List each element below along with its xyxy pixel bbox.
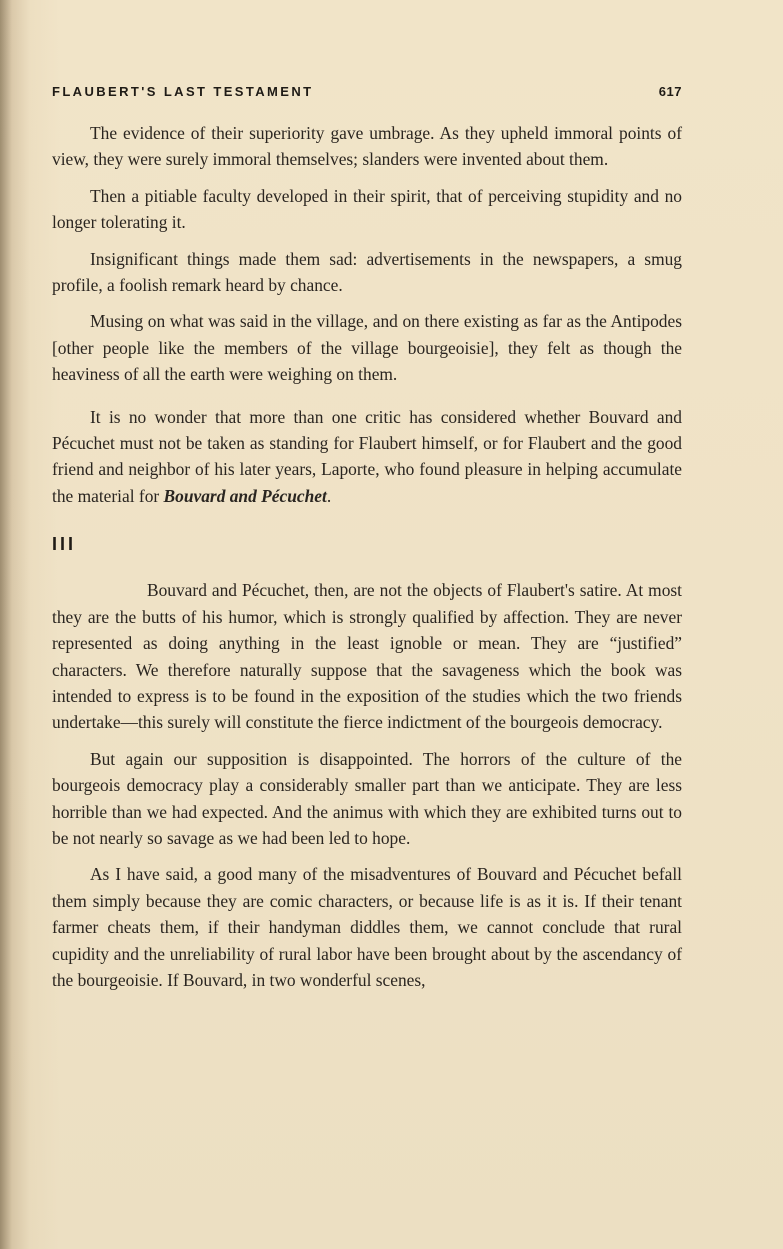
paragraph: The evidence of their superiority gave umbrage. As they upheld immoral points of view, they were surely immoral themselves; slanders were invented about them. xyxy=(52,123,682,170)
paragraph-text: It is no wonder that more than one critic has considered whether Bouvard and Pécuchet must not be taken as standing for Flaubert himself, or for Flaubert and the good friend and neighbor of his later years, Laporte, who found pleasure in helping accumulate the material for xyxy=(52,406,682,506)
paragraph: Bouvard and Pécuchet, then, are not the objects of Flaubert's satire. At most they are the butts of his humor, which is strongly qualified by affection. They are never represented as doing anything in the least ignoble or mean. They are “justified” characters. We therefore naturally suppose that the savageness which the book was intended to express is to be found in the exposition of the studies which the two friends undertake—this surely will constitute the fierce indictment of the bourgeois democracy. xyxy=(52,580,682,733)
paragraph: But again our supposition is disappointed. The horrors of the culture of the bourgeois democracy play a considerably smaller part than we anticipate. They are less horrible than we had expected. And the animus with which they are exhibited turns out to be not nearly so savage as we had been led to hope. xyxy=(52,748,682,848)
paragraph: Musing on what was said in the village, and on there existing as far as the Antipodes [other people like the members of the village bourgeoisie], they felt as though the heaviness of all the earth were weighing on them. xyxy=(52,311,682,385)
paragraph-critic xyxy=(52,404,682,510)
page-number: 617 xyxy=(658,84,682,99)
paragraph: Insignificant things made them sad: advertisements in the newspapers, a smug profile, a foolish remark heard by chance. xyxy=(52,248,682,296)
running-head xyxy=(52,84,682,104)
paragraph-text: . xyxy=(326,485,332,506)
running-title: FLAUBERT'S LAST TESTAMENT xyxy=(52,84,314,99)
paragraph: Then a pitiable faculty developed in their spirit, that of perceiving stupidity and no longer tolerating it. xyxy=(52,185,682,233)
body-text xyxy=(52,120,682,1003)
book-title: Bouvard and Pécuchet xyxy=(163,485,327,506)
paragraph: As I have said, a good many of the misadventures of Bouvard and Pécuchet befall them simply because they are comic characters, or because life is as it is. If their tenant farmer cheats them, if their handyman diddles them, we cannot conclude that rural cupidity and the unreliability of rural labor have been brought about by the ascendancy of the bourgeoisie. If Bouvard, in two wonderful scenes, xyxy=(52,864,682,990)
section-number: III xyxy=(52,534,77,555)
